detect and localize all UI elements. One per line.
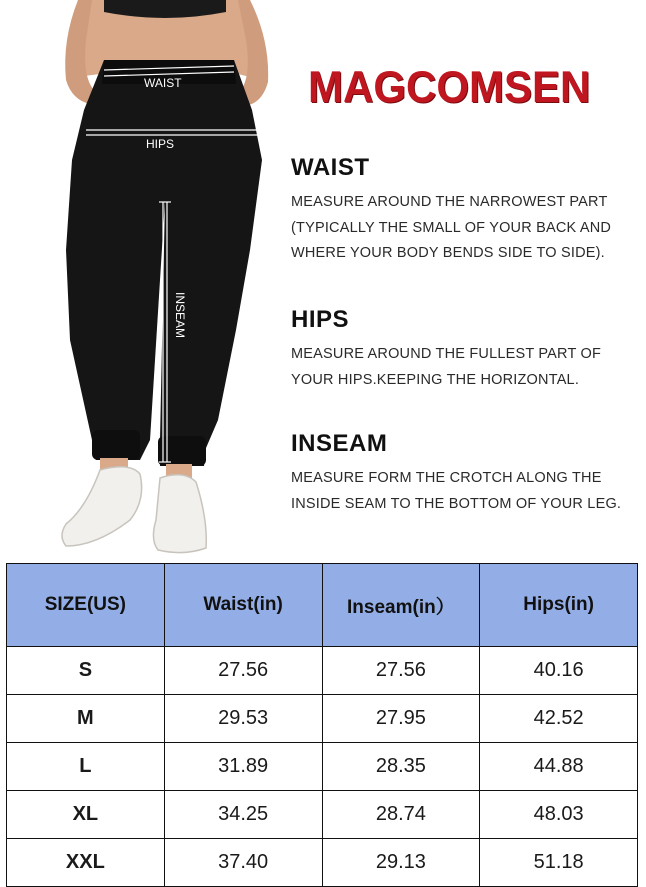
inseam-cell: 27.56 bbox=[322, 647, 480, 695]
header-inseam: Inseam(in） bbox=[322, 564, 480, 647]
size-chart-table bbox=[6, 563, 638, 887]
waist-cell: 37.40 bbox=[164, 839, 322, 887]
table-row bbox=[7, 647, 638, 695]
inseam-line-2: INSIDE SEAM TO THE BOTTOM OF YOUR LEG. bbox=[291, 495, 622, 512]
waist-title: WAIST bbox=[291, 154, 370, 181]
waist-section bbox=[291, 154, 641, 267]
hips-cell: 51.18 bbox=[480, 839, 638, 887]
waist-label: WAIST bbox=[144, 76, 182, 90]
waist-cell: 31.89 bbox=[164, 743, 322, 791]
waist-line-1: MEASURE AROUND THE NARROWEST PART bbox=[291, 194, 608, 210]
waist-cell: 29.53 bbox=[164, 695, 322, 743]
size-cell: S bbox=[7, 647, 165, 695]
hips-title: HIPS bbox=[291, 306, 350, 333]
inseam-cell: 28.74 bbox=[322, 791, 480, 839]
table-header-row bbox=[7, 564, 638, 647]
inseam-title: INSEAM bbox=[291, 430, 388, 457]
waist-line-3: WHERE YOUR BODY BENDS SIDE TO SIDE). bbox=[291, 245, 605, 261]
waist-cell: 27.56 bbox=[164, 647, 322, 695]
hips-cell: 40.16 bbox=[480, 647, 638, 695]
size-cell: M bbox=[7, 695, 165, 743]
table-row bbox=[7, 839, 638, 887]
inseam-cell: 27.95 bbox=[322, 695, 480, 743]
header-waist: Waist(in) bbox=[164, 564, 322, 647]
hips-description bbox=[291, 342, 641, 393]
waist-line-2: (TYPICALLY THE SMALL OF YOUR BACK AND bbox=[291, 219, 612, 236]
hips-line-2: YOUR HIPS.KEEPING THE HORIZONTAL. bbox=[291, 371, 580, 388]
hips-cell: 42.52 bbox=[480, 695, 638, 743]
hips-cell: 48.03 bbox=[480, 791, 638, 839]
inseam-label: INSEAM bbox=[173, 292, 187, 339]
inseam-description bbox=[291, 466, 641, 517]
table-row bbox=[7, 743, 638, 791]
waist-description bbox=[291, 190, 641, 267]
pants bbox=[66, 60, 262, 466]
inseam-line-1: MEASURE FORM THE CROTCH ALONG THE bbox=[291, 470, 602, 486]
left-cuff bbox=[92, 430, 140, 460]
table-row bbox=[7, 695, 638, 743]
size-cell: XL bbox=[7, 791, 165, 839]
left-sneaker bbox=[62, 467, 142, 546]
hips-line-1: MEASURE AROUND THE FULLEST PART OF bbox=[291, 346, 602, 362]
right-sneaker bbox=[153, 475, 206, 553]
size-cell: XXL bbox=[7, 839, 165, 887]
inseam-section bbox=[291, 430, 641, 517]
waist-cell: 34.25 bbox=[164, 791, 322, 839]
model-figure bbox=[0, 0, 290, 560]
size-cell: L bbox=[7, 743, 165, 791]
hips-label: HIPS bbox=[146, 137, 175, 151]
header-hips: Hips(in) bbox=[480, 564, 638, 647]
brand-logo: MAGCOMSEN bbox=[308, 62, 591, 112]
inseam-cell: 28.35 bbox=[322, 743, 480, 791]
hips-section bbox=[291, 306, 641, 393]
hips-cell: 44.88 bbox=[480, 743, 638, 791]
inseam-cell: 29.13 bbox=[322, 839, 480, 887]
table-row bbox=[7, 791, 638, 839]
header-size: SIZE(US) bbox=[7, 564, 165, 647]
